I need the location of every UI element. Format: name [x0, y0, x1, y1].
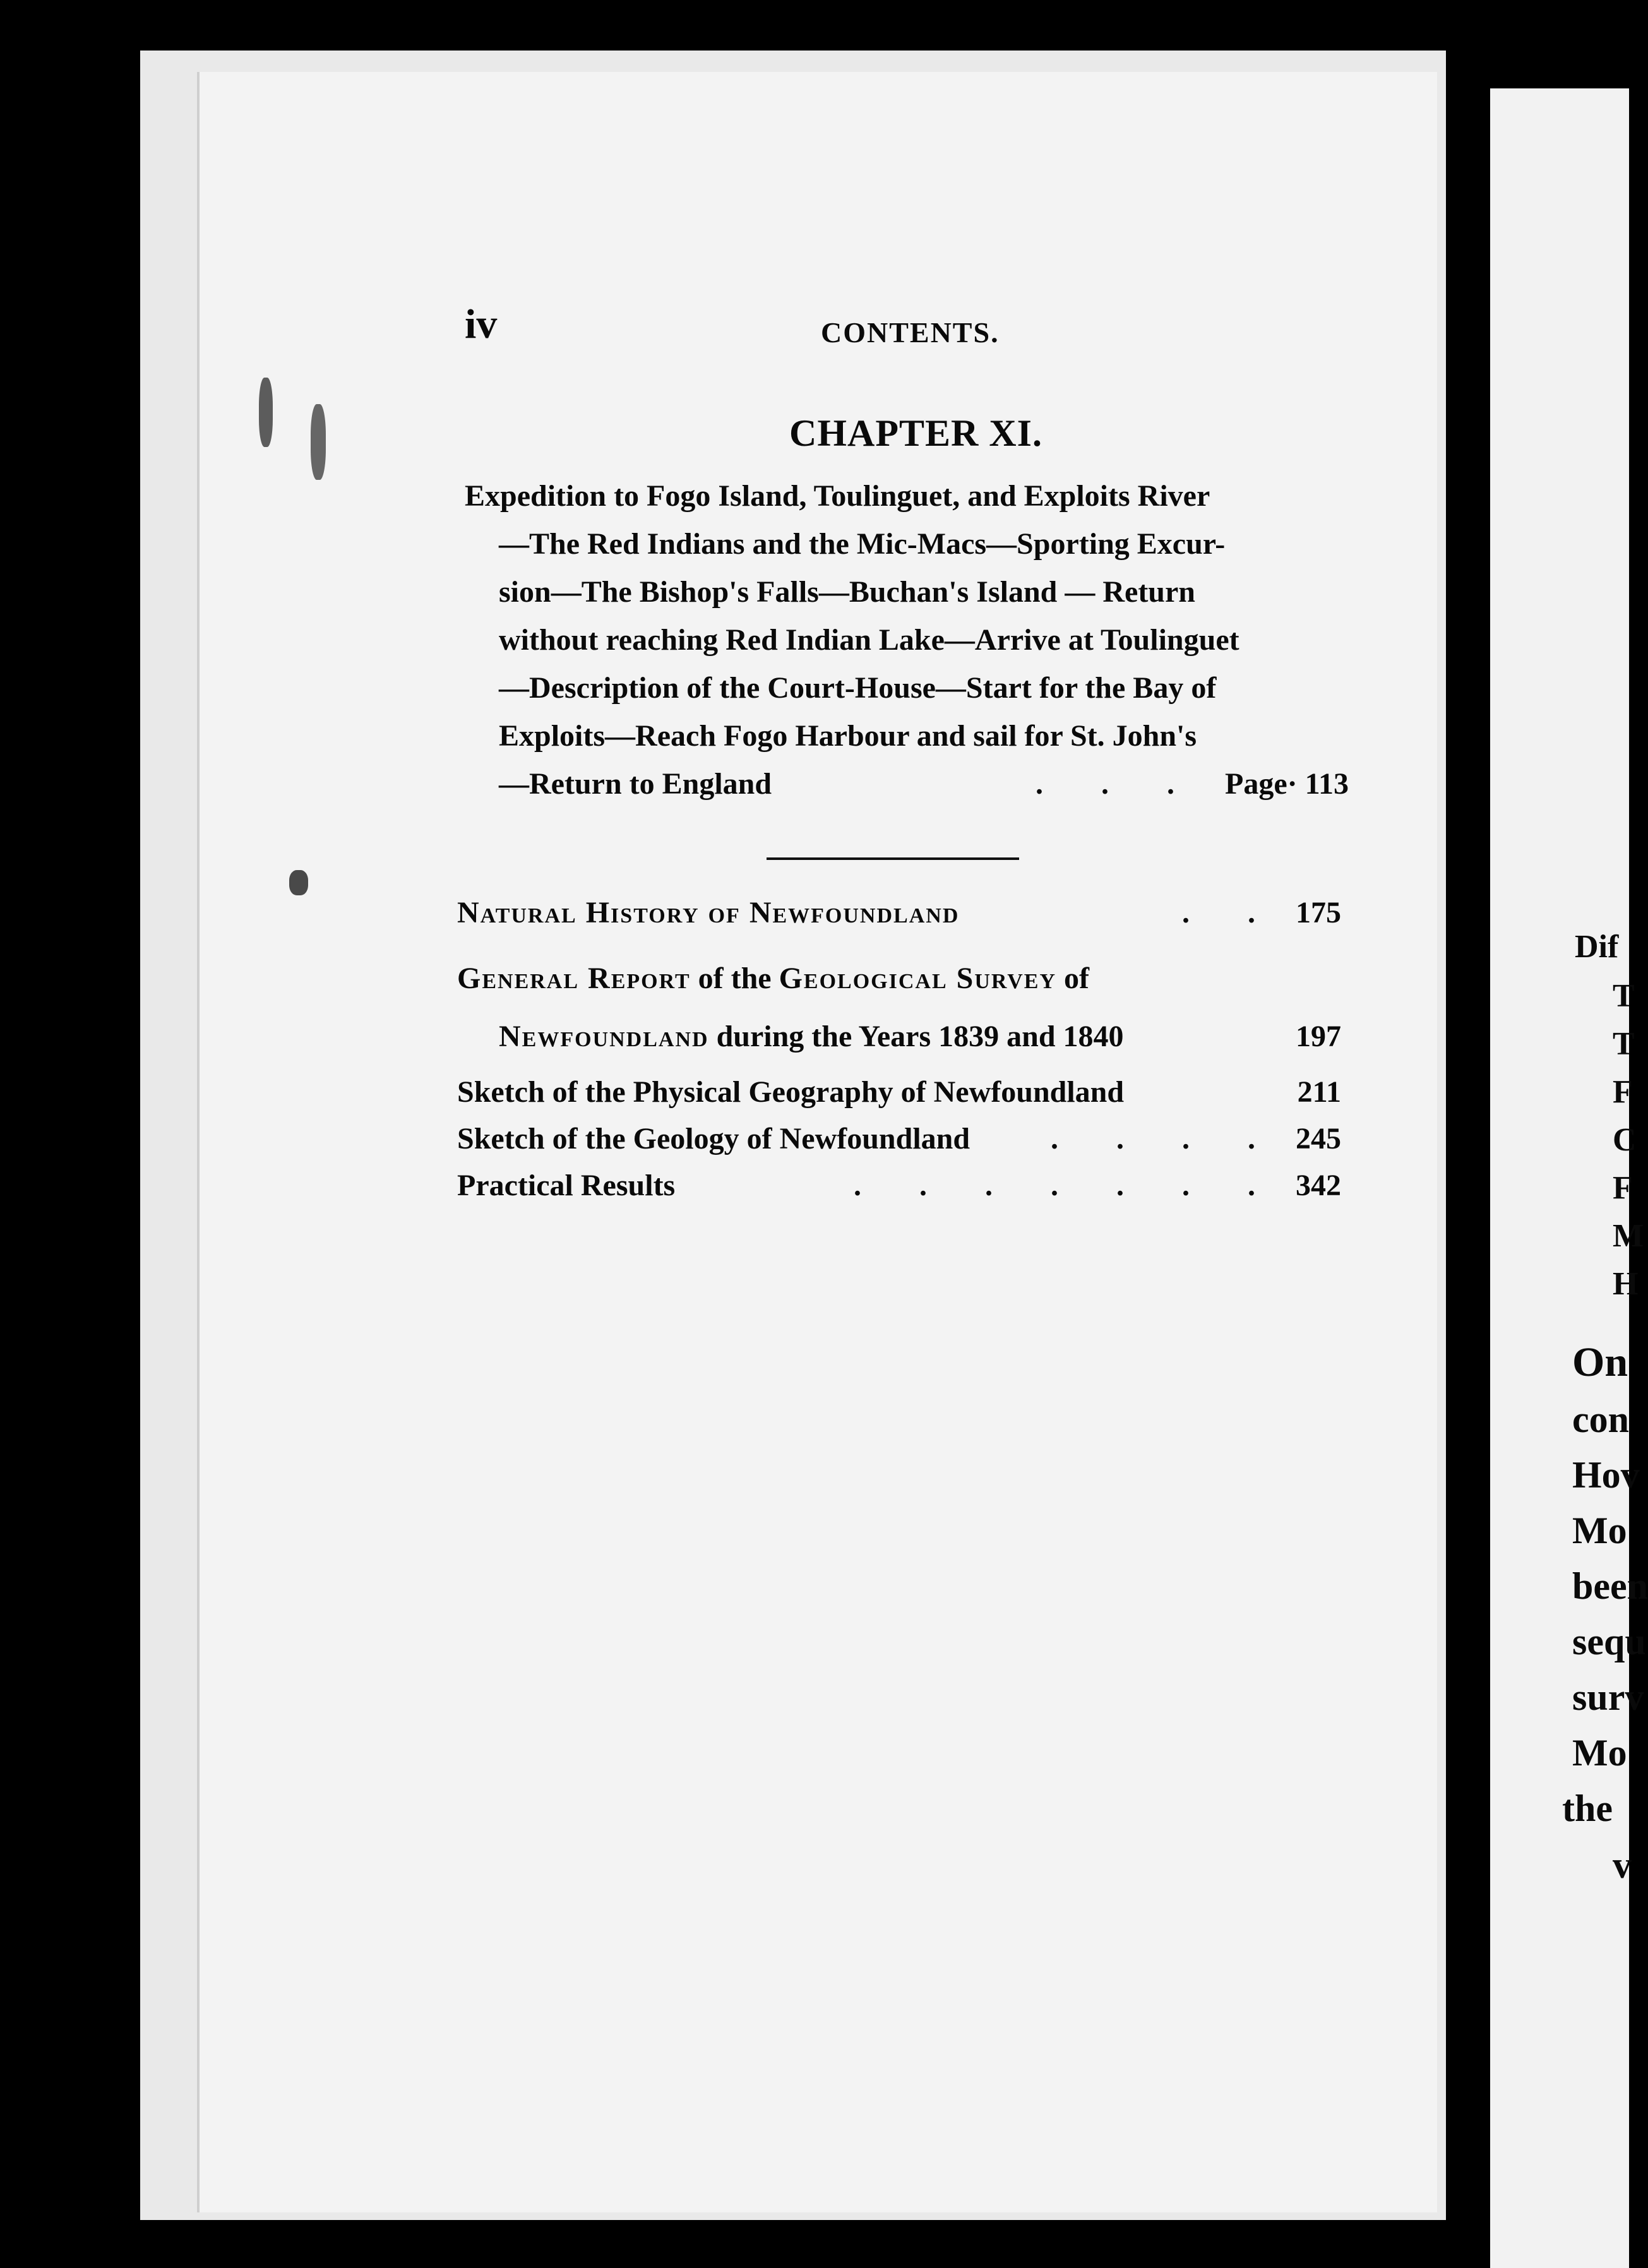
right-page-fragment: Dif	[1575, 929, 1619, 965]
toc-entry	[457, 1168, 1341, 1203]
chapter-heading: CHAPTER XI.	[789, 412, 1043, 454]
summary-line: —The Red Indians and the Mic-Macs—Sporting Excur-	[499, 527, 1226, 561]
right-page-fragment: sequ	[1572, 1621, 1646, 1662]
toc-entry	[457, 961, 1341, 996]
right-page-fragment: F	[1613, 1074, 1633, 1110]
right-page-fragment: T	[1613, 1026, 1635, 1062]
summary-line: Expedition to Fogo Island, Toulinguet, and Exploits River	[465, 479, 1210, 513]
right-page-fragment: surv	[1572, 1676, 1644, 1718]
toc-title-part: Newfoundland	[499, 1020, 709, 1053]
toc-page: 197	[1296, 1020, 1341, 1053]
toc-title-part: of the	[690, 962, 779, 995]
summary-line: Exploits—Reach Fogo Harbour and sail for St. John's	[499, 719, 1197, 753]
ink-smudge	[259, 378, 273, 447]
running-head: CONTENTS.	[821, 316, 1000, 349]
right-page-fragment: F	[1613, 1170, 1633, 1206]
right-page-fragment: con	[1572, 1399, 1629, 1440]
right-page-fragment: M	[1613, 1218, 1644, 1254]
toc-title-part: of	[1056, 962, 1090, 995]
toc-title: Sketch of the Geology of Newfoundland	[457, 1122, 970, 1155]
page-number: iv	[465, 301, 498, 347]
toc-title: Practical Results	[457, 1169, 676, 1202]
toc-page: 342	[1296, 1169, 1341, 1202]
summary-line: sion—The Bishop's Falls—Buchan's Island — Return	[499, 575, 1195, 609]
right-page-fragment: C	[1613, 1122, 1637, 1158]
right-page-fragment: Hov	[1572, 1454, 1640, 1496]
summary-last-line	[499, 760, 1349, 808]
right-page-fragment: T	[1613, 978, 1635, 1014]
toc-page: 245	[1296, 1122, 1341, 1155]
right-page	[1490, 88, 1629, 2268]
ink-smudge	[289, 870, 308, 895]
toc-entry	[457, 1121, 1341, 1156]
toc-title-part: Geological Survey	[779, 962, 1057, 995]
toc-title	[499, 1019, 1124, 1054]
toc-entry	[457, 895, 1341, 930]
ink-smudge	[311, 404, 326, 480]
toc-title-part: General Report	[457, 962, 691, 995]
leader-dots: . . .	[1036, 767, 1200, 801]
right-page-fragment: v	[1613, 1844, 1632, 1886]
toc-entry	[499, 1019, 1341, 1054]
toc-page: 211	[1297, 1075, 1341, 1109]
toc-page: 175	[1296, 896, 1341, 929]
summary-line: —Return to England	[499, 767, 772, 801]
right-page-fragment: the	[1562, 1788, 1613, 1829]
leader-dots: . . . . . . .	[854, 1169, 1281, 1202]
right-page-fragment: Mo	[1572, 1732, 1627, 1774]
right-page-fragment: On	[1572, 1339, 1628, 1385]
toc-title: Sketch of the Physical Geography of Newfoundland	[457, 1075, 1125, 1109]
summary-line: without reaching Red Indian Lake—Arrive at Toulinguet	[499, 623, 1239, 657]
page-reference: Page· 113	[1225, 767, 1349, 801]
right-page-fragment: H	[1613, 1266, 1639, 1302]
toc-entry	[457, 1075, 1341, 1109]
chapter-summary	[465, 472, 1349, 808]
toc-title: Natural History of Newfoundland	[457, 896, 960, 929]
summary-line: —Description of the Court-House—Start for the Bay of	[499, 671, 1217, 705]
toc-title-part: during the Years 1839 and 1840	[708, 1020, 1124, 1053]
right-page-fragment: been	[1572, 1565, 1648, 1607]
leader-dots: . .	[1182, 896, 1281, 929]
leader-dots: . . . .	[1051, 1122, 1281, 1155]
section-rule	[767, 857, 1019, 860]
right-page-fragment: Mo	[1572, 1510, 1627, 1551]
